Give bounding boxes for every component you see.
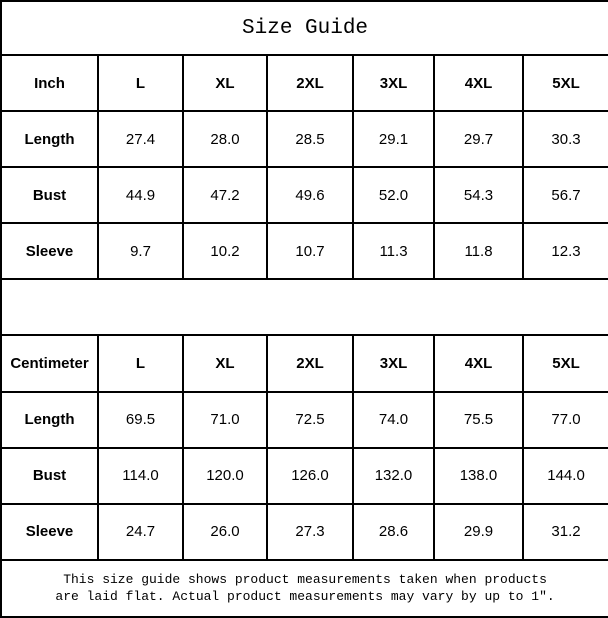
size-header: 2XL (267, 335, 353, 391)
measurement-value: 26.0 (183, 504, 267, 560)
measurement-value: 114.0 (98, 448, 183, 504)
measurement-value: 49.6 (267, 167, 353, 223)
inch-sleeve-row (1, 223, 608, 279)
measurement-value: 31.2 (523, 504, 608, 560)
footnote (1, 560, 608, 617)
measurement-value: 27.3 (267, 504, 353, 560)
inch-header-row (1, 55, 608, 111)
size-header: 2XL (267, 55, 353, 111)
footnote-line-2: are laid flat. Actual product measurements may vary by up to 1″. (55, 589, 555, 605)
row-label: Sleeve (1, 504, 98, 560)
row-label: Sleeve (1, 223, 98, 279)
measurement-value: 10.2 (183, 223, 267, 279)
measurement-value: 72.5 (267, 392, 353, 448)
footnote-row (1, 560, 608, 617)
centimeter-sleeve-row (1, 504, 608, 560)
table-separator-row (1, 279, 608, 335)
measurement-value: 120.0 (183, 448, 267, 504)
measurement-value: 28.0 (183, 111, 267, 167)
measurement-value: 144.0 (523, 448, 608, 504)
title-row (1, 1, 608, 55)
size-header: L (98, 335, 183, 391)
measurement-value: 11.8 (434, 223, 523, 279)
measurement-value: 126.0 (267, 448, 353, 504)
inch-length-row (1, 111, 608, 167)
measurement-value: 30.3 (523, 111, 608, 167)
size-header: 4XL (434, 55, 523, 111)
measurement-value: 10.7 (267, 223, 353, 279)
measurement-value: 54.3 (434, 167, 523, 223)
measurement-value: 71.0 (183, 392, 267, 448)
measurement-value: 47.2 (183, 167, 267, 223)
size-header: XL (183, 335, 267, 391)
table-separator (1, 279, 608, 335)
measurement-value: 44.9 (98, 167, 183, 223)
row-label: Length (1, 111, 98, 167)
centimeter-length-row (1, 392, 608, 448)
measurement-value: 29.9 (434, 504, 523, 560)
measurement-value: 75.5 (434, 392, 523, 448)
measurement-value: 11.3 (353, 223, 434, 279)
unit-header-centimeter: Centimeter (1, 335, 98, 391)
measurement-value: 77.0 (523, 392, 608, 448)
measurement-value: 29.7 (434, 111, 523, 167)
measurement-value: 56.7 (523, 167, 608, 223)
measurement-value: 28.6 (353, 504, 434, 560)
row-label: Bust (1, 448, 98, 504)
centimeter-bust-row (1, 448, 608, 504)
row-label: Length (1, 392, 98, 448)
size-header: XL (183, 55, 267, 111)
measurement-value: 74.0 (353, 392, 434, 448)
page-title: Size Guide (1, 1, 608, 55)
measurement-value: 9.7 (98, 223, 183, 279)
measurement-value: 52.0 (353, 167, 434, 223)
size-header: 4XL (434, 335, 523, 391)
unit-header-inch: Inch (1, 55, 98, 111)
measurement-value: 24.7 (98, 504, 183, 560)
measurement-value: 28.5 (267, 111, 353, 167)
measurement-value: 132.0 (353, 448, 434, 504)
inch-bust-row (1, 167, 608, 223)
measurement-value: 29.1 (353, 111, 434, 167)
size-header: 3XL (353, 335, 434, 391)
centimeter-header-row (1, 335, 608, 391)
size-header: 3XL (353, 55, 434, 111)
size-header: L (98, 55, 183, 111)
measurement-value: 69.5 (98, 392, 183, 448)
footnote-line-1: This size guide shows product measurements taken when products (63, 572, 547, 588)
measurement-value: 138.0 (434, 448, 523, 504)
size-header: 5XL (523, 335, 608, 391)
measurement-value: 27.4 (98, 111, 183, 167)
size-header: 5XL (523, 55, 608, 111)
row-label: Bust (1, 167, 98, 223)
measurement-value: 12.3 (523, 223, 608, 279)
